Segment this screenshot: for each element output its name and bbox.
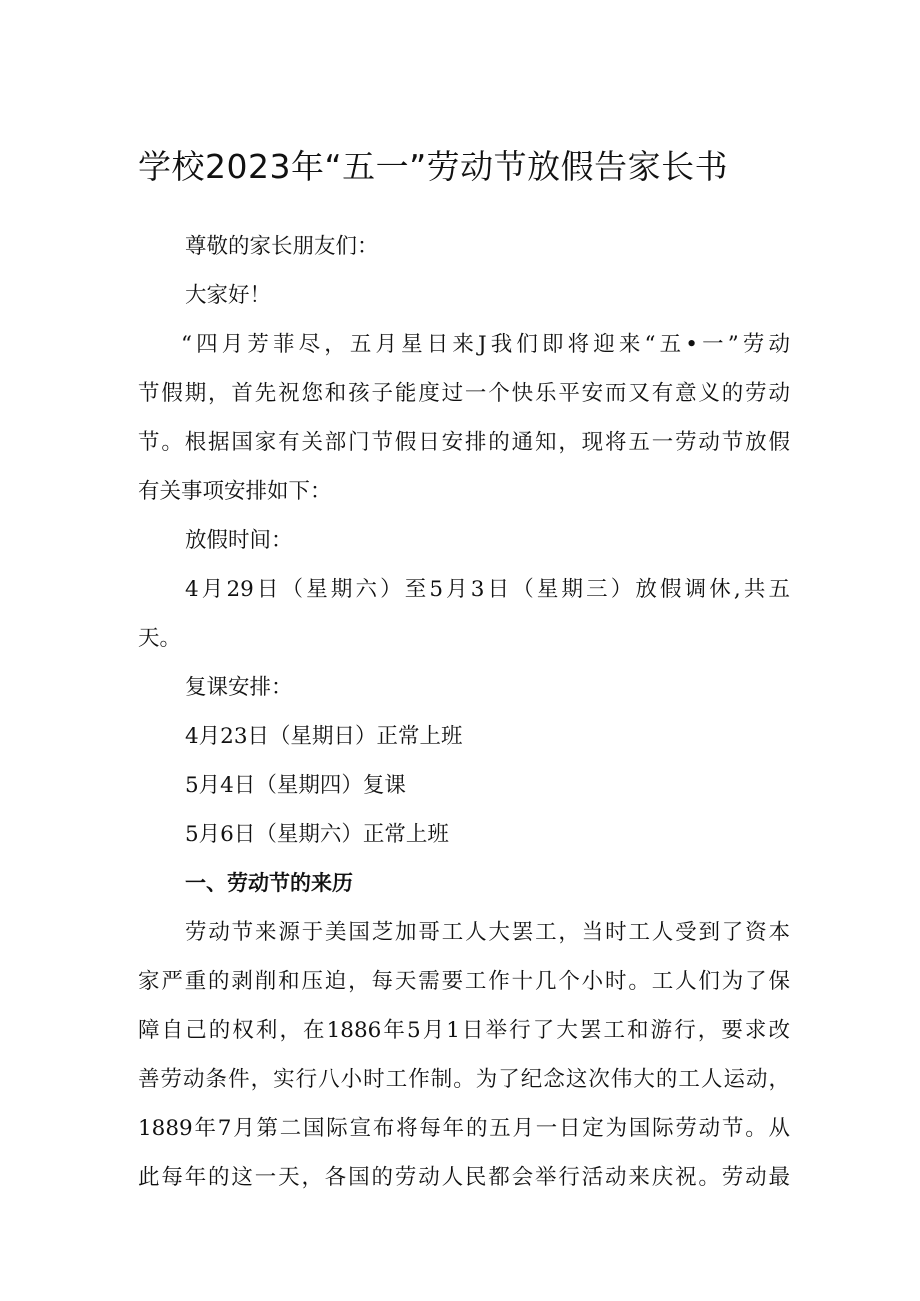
intro-line-4: 有关事项安排如下：	[138, 479, 332, 504]
intro-line-1: “四月芳菲尽，五月星日来J我们即将迎来“五•一”劳动	[181, 332, 790, 357]
origin-line-4: 善劳动条件，实行八小时工作制。为了纪念这次伟大的工人运动，	[138, 1067, 790, 1092]
origin-line-3: 障自己的权利，在1886年5月1日举行了大罢工和游行，要求改	[138, 1018, 790, 1043]
section-heading-origin: 一、劳动节的来历	[185, 871, 353, 895]
origin-line-2: 家严重的剥削和压迫，每天需要工作十几个小时。工人们为了保	[138, 969, 790, 994]
salutation: 尊敬的家长朋友们：	[185, 234, 379, 259]
origin-line-6: 此每年的这一天，各国的劳动人民都会举行活动来庆祝。劳动最	[138, 1165, 790, 1190]
resume-item-3: 5月6日（星期六）正常上班	[185, 822, 449, 847]
greeting: 大家好！	[185, 283, 272, 308]
document-body	[138, 222, 790, 1202]
intro-line-2: 节假期，首先祝您和孩子能度过一个快乐平安而又有意义的劳动	[138, 381, 790, 406]
resume-item-2: 5月4日（星期四）复课	[185, 773, 406, 798]
document-title: 学校2023年“五一”劳动节放假告家长书	[138, 147, 729, 186]
intro-line-3: 节。根据国家有关部门节假日安排的通知，现将五一劳动节放假	[138, 430, 790, 455]
resume-label: 复课安排：	[185, 675, 293, 700]
origin-line-1: 劳动节来源于美国芝加哥工人大罢工，当时工人受到了资本	[185, 920, 790, 945]
holiday-time-line-1: 4月29日（星期六）至5月3日（星期三）放假调休,共五	[185, 577, 790, 602]
origin-line-5: 1889年7月第二国际宣布将每年的五月一日定为国际劳动节。从	[138, 1116, 790, 1141]
holiday-time-line-2: 天。	[138, 626, 182, 651]
resume-item-1: 4月23日（星期日）正常上班	[185, 724, 463, 749]
holiday-time-label: 放假时间：	[185, 528, 293, 553]
